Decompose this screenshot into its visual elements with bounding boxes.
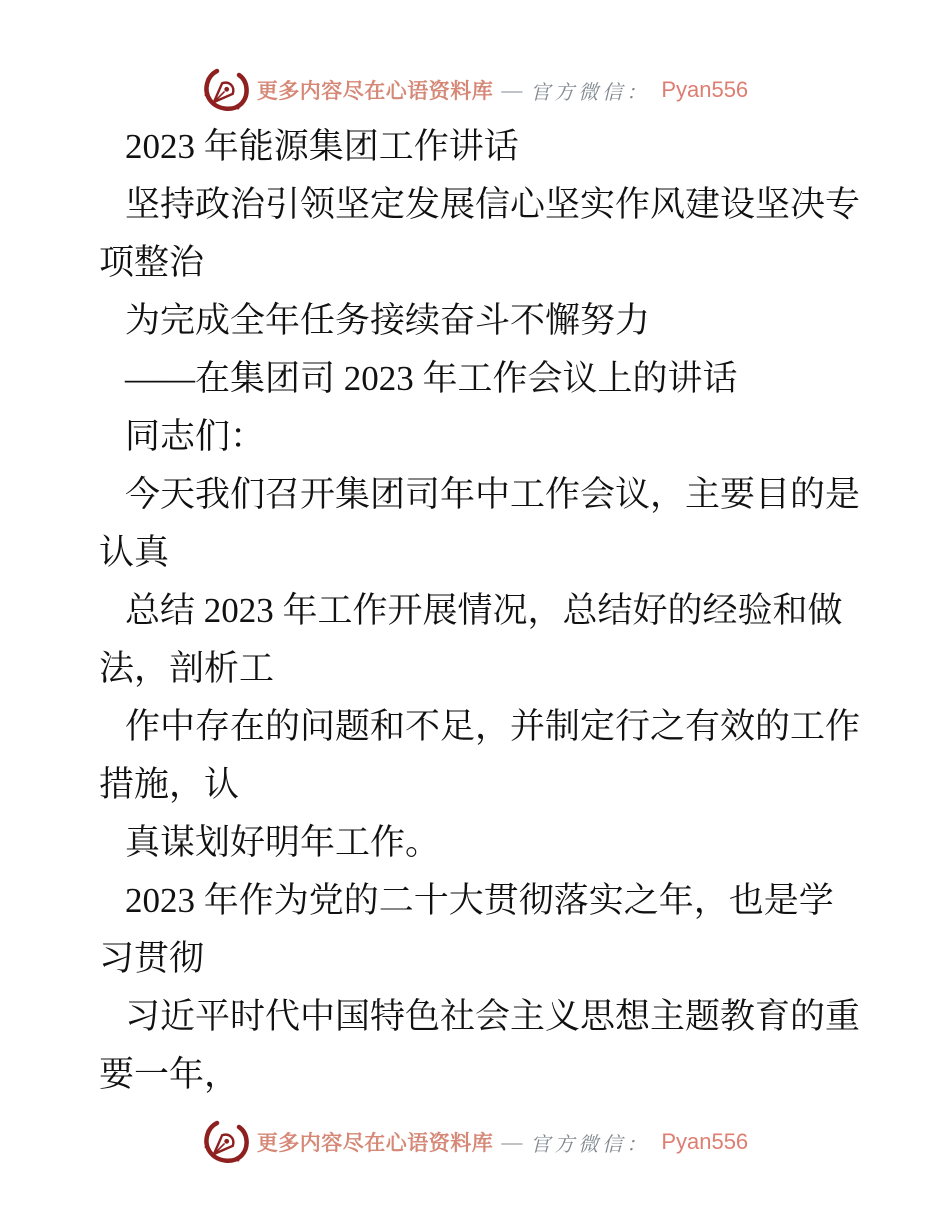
text-line: 总结 2023 年工作开展情况，总结好的经验和做: [125, 591, 843, 630]
watermark-wechat-id: Pyan556: [661, 77, 749, 102]
watermark-footer: [0, 1116, 950, 1168]
watermark-brand-text: 更多内容尽在心语资料库: [256, 79, 494, 103]
watermark-wechat-label: 官方微信：: [530, 1133, 651, 1156]
pen-logo-icon: [202, 1118, 250, 1166]
text-line: 习近平时代中国特色社会主义思想主题教育的重: [125, 997, 861, 1036]
watermark-header: [0, 64, 950, 116]
text-line: 作中存在的问题和不足，并制定行之有效的工作: [125, 707, 861, 746]
text-line: 同志们：: [125, 417, 266, 456]
watermark-dash: —: [501, 1129, 523, 1154]
text-line: 措施，认: [99, 765, 240, 804]
text-line: 法，剖析工: [99, 649, 275, 688]
text-line: 坚持政治引领坚定发展信心坚实作风建设坚决专: [125, 185, 861, 224]
pen-logo-icon: [202, 66, 250, 114]
document-body: [99, 118, 890, 1104]
text-line: ——在集团司 2023 年工作会议上的讲话: [125, 359, 738, 398]
text-line: 要一年，: [99, 1055, 240, 1094]
text-line: 2023 年作为党的二十大贯彻落实之年，也是学: [125, 881, 834, 920]
watermark-wechat-label: 官方微信：: [530, 81, 651, 104]
text-line: 认真: [99, 533, 170, 572]
text-line: 习贯彻: [99, 939, 205, 978]
text-line: 真谋划好明年工作。: [125, 823, 441, 862]
text-line: 今天我们召开集团司年中工作会议，主要目的是: [125, 475, 861, 514]
watermark-dash: —: [501, 77, 523, 102]
text-line: 为完成全年任务接续奋斗不懈努力: [125, 301, 651, 340]
watermark-brand-text: 更多内容尽在心语资料库: [256, 1131, 494, 1155]
text-line: 2023 年能源集团工作讲话: [125, 127, 519, 166]
watermark-wechat-id: Pyan556: [661, 1129, 749, 1154]
text-line: 项整治: [99, 243, 205, 282]
